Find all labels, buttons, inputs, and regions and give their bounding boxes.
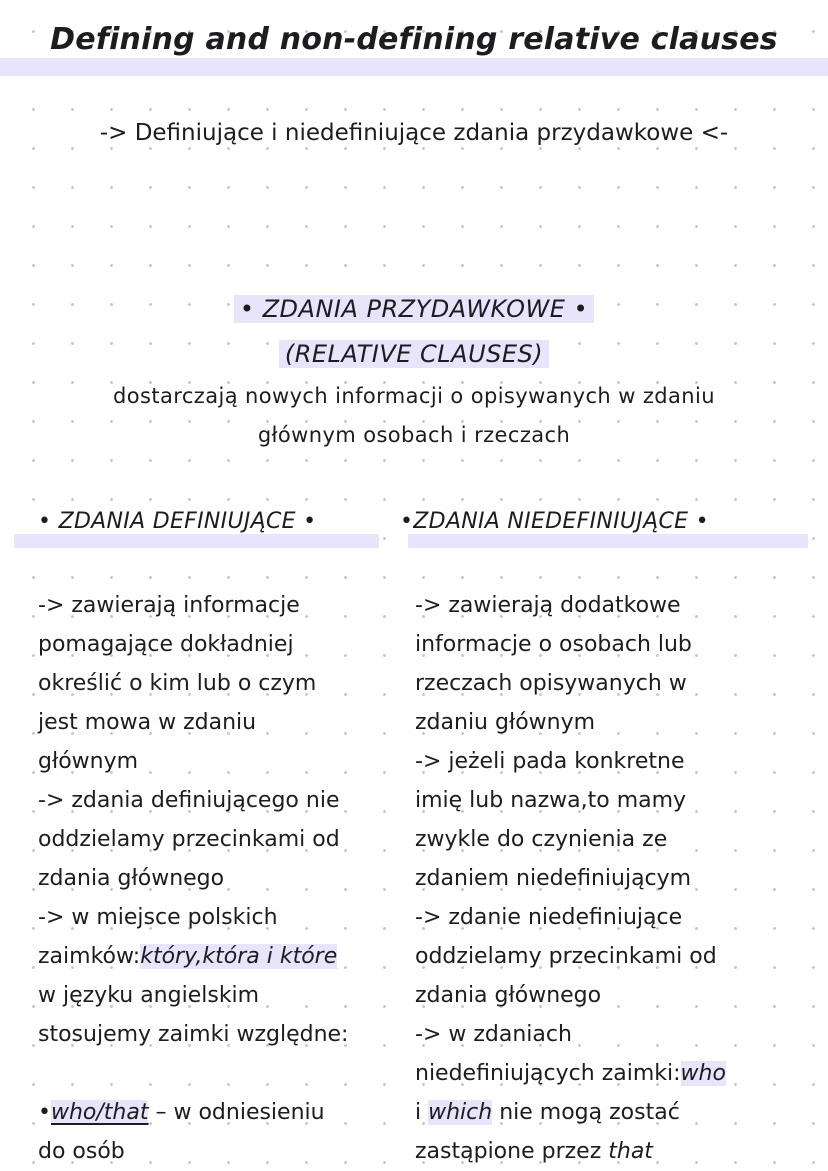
left-line: głównym: [38, 749, 139, 774]
right-line: -> zdanie niedefiniujące: [415, 905, 683, 930]
page-title: Defining and non-defining relative clauses: [50, 22, 778, 57]
subtitle: -> Definiujące i niedefiniujące zdania przydawkowe <-: [99, 120, 729, 146]
left-line: w języku angielskim: [38, 983, 260, 1008]
pronouns-prefix: niedefiniujących zaimki:: [415, 1061, 681, 1086]
left-blank-line: [38, 1054, 348, 1093]
pronoun-that: that: [608, 1139, 653, 1164]
left-line: pomagające dokładniej: [38, 632, 294, 657]
pronoun-which: which: [428, 1100, 493, 1125]
pronoun-who: who: [680, 1061, 726, 1086]
right-line: -> w zdaniach: [415, 1022, 572, 1047]
right-line: -> zawierają dodatkowe: [415, 593, 681, 618]
left-heading-highlight: [14, 534, 379, 548]
bullet-term: who/that: [50, 1100, 149, 1125]
right-pronouns-line: [415, 1054, 726, 1093]
section-description-1: dostarczają nowych informacji o opisywanych w zdaniu: [113, 384, 715, 408]
left-line: -> w miejsce polskich: [38, 905, 278, 930]
left-line: stosujemy zaimki względne:: [38, 1022, 349, 1047]
right-heading-highlight: [408, 534, 808, 548]
left-line: do osób: [38, 1139, 125, 1164]
right-line: zdaniu głównym: [415, 710, 596, 735]
left-column: [38, 586, 348, 1171]
right-line: zdaniem niedefiniującym: [415, 866, 692, 891]
left-line: -> zawierają informacje: [38, 593, 300, 618]
left-column-heading: • ZDANIA DEFINIUJĄCE •: [38, 509, 317, 534]
left-bullet-line: [38, 1093, 348, 1132]
which-rest: nie mogą zostać: [492, 1100, 680, 1125]
pronoun-prefix: zaimków:: [38, 944, 141, 969]
right-line: rzeczach opisywanych w: [415, 671, 687, 696]
right-line: zwykle do czynienia ze: [415, 827, 668, 852]
section-heading-en: (RELATIVE CLAUSES): [0, 340, 828, 368]
left-line: -> zdania definiującego nie: [38, 788, 340, 813]
right-column-heading: •ZDANIA NIEDEFINIUJĄCE •: [400, 509, 709, 534]
bullet-rest: – w odniesieniu: [148, 1100, 325, 1125]
left-pronoun-line: [38, 937, 348, 976]
right-replaced-line: [415, 1132, 726, 1171]
right-which-line: [415, 1093, 726, 1132]
right-line: imię lub nazwa,to mamy: [415, 788, 687, 813]
left-line: oddzielamy przecinkami od: [38, 827, 340, 852]
right-line: -> jeżeli pada konkretne: [415, 749, 685, 774]
left-line: zdania głównego: [38, 866, 225, 891]
which-prefix: i: [415, 1100, 429, 1125]
right-column: [415, 586, 726, 1171]
right-line: zdania głównego: [415, 983, 602, 1008]
left-line: jest mowa w zdaniu: [38, 710, 257, 735]
bullet: •: [38, 1100, 51, 1125]
title-highlight: [0, 58, 828, 76]
section-heading-pl: • ZDANIA PRZYDAWKOWE •: [0, 295, 828, 323]
pronoun-highlight: który,która i które: [140, 944, 338, 969]
replaced-prefix: zastąpione przez: [415, 1139, 609, 1164]
right-line: oddzielamy przecinkami od: [415, 944, 717, 969]
right-line: informacje o osobach lub: [415, 632, 692, 657]
left-line: określić o kim lub o czym: [38, 671, 317, 696]
section-description-2: głównym osobach i rzeczach: [257, 423, 571, 447]
